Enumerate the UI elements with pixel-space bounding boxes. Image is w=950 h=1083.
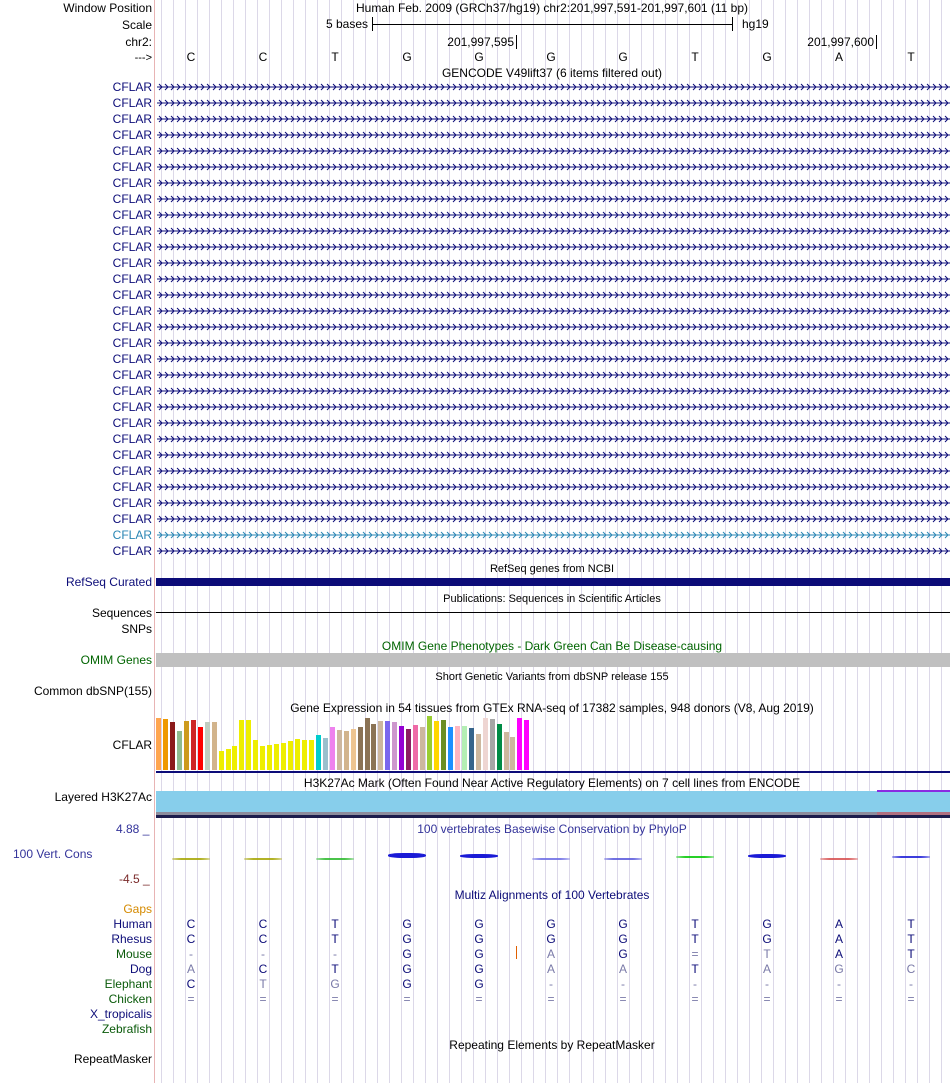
gencode-transcript-line[interactable] [0,211,950,219]
alignment-base: A [834,917,844,931]
phylop-score-mark[interactable] [604,858,642,860]
dbsnp-track-title: Short Genetic Variants from dbSNP release 155 [435,671,669,683]
alignment-base: = [619,992,627,1006]
gtex-tissue-bar[interactable] [517,718,522,770]
gencode-gene-label[interactable]: CFLAR [112,224,152,238]
phylop-score-mark[interactable] [316,858,354,860]
gtex-tissue-bar[interactable] [455,726,460,770]
gtex-tissue-bar[interactable] [163,719,168,770]
gencode-transcript-line[interactable] [0,115,950,123]
gtex-tissue-bar[interactable] [476,734,481,770]
alignment-base: - [261,947,265,961]
gtex-tissue-bar[interactable] [156,718,161,770]
gencode-gene-label[interactable]: CFLAR [112,528,152,542]
gtex-tissue-bar[interactable] [434,721,439,770]
species-label[interactable]: Human [113,917,152,931]
gtex-tissue-bar[interactable] [260,746,265,770]
gtex-tissue-bar[interactable] [205,722,210,770]
gtex-tissue-bar[interactable] [274,744,279,770]
alignment-base: T [259,977,267,991]
base-letter: G [618,50,628,64]
gencode-transcript-line[interactable] [0,547,950,555]
gtex-tissue-bar[interactable] [413,725,418,770]
phylop-track-label[interactable]: 100 Vert. Cons [13,847,93,861]
alignment-base: - [693,977,697,991]
gencode-gene-label[interactable]: CFLAR [112,112,152,126]
gtex-tissue-bar[interactable] [371,724,376,770]
gtex-tissue-bar[interactable] [344,731,349,770]
snps-label[interactable]: SNPs [121,622,152,636]
species-label[interactable]: Elephant [104,977,152,991]
refseq-gene-bar[interactable] [156,578,950,586]
alignment-base: G [402,917,412,931]
alignment-base: G [618,947,628,961]
gtex-tissue-bar[interactable] [510,737,515,770]
alignment-base: G [762,932,772,946]
alignment-base: = [475,992,483,1006]
gencode-gene-label[interactable]: CFLAR [112,384,152,398]
gtex-tissue-bar[interactable] [392,722,397,770]
gencode-gene-label[interactable]: CFLAR [112,256,152,270]
alignment-base: T [763,947,771,961]
gencode-track-title: GENCODE V49lift37 (6 items filtered out) [441,66,663,80]
phylop-score-mark[interactable] [676,856,714,858]
alignment-base: G [402,947,412,961]
gencode-gene-label[interactable]: CFLAR [112,400,152,414]
phylop-track-title: 100 vertebrates Basewise Conservation by PhyloP [417,822,687,836]
alignment-base: C [906,962,916,976]
alignment-base: T [331,962,339,976]
alignment-base: T [907,917,915,931]
gtex-tissue-bar[interactable] [441,720,446,770]
gtex-tissue-bar[interactable] [170,722,175,770]
species-label[interactable]: Chicken [108,992,152,1006]
scale-bar [372,24,733,25]
gtex-tissue-bar[interactable] [288,741,293,770]
alignment-base: = [835,992,843,1006]
gtex-tissue-bar[interactable] [219,751,224,770]
gtex-tissue-bar[interactable] [337,730,342,770]
repeatmasker-label[interactable]: RepeatMasker [73,1052,152,1066]
gtex-tissue-bar[interactable] [483,718,488,770]
alignment-base: C [258,932,268,946]
gencode-gene-label[interactable]: CFLAR [112,352,152,366]
gencode-transcript-line[interactable] [0,131,950,139]
phylop-score-mark[interactable] [460,854,498,858]
alignment-base: C [186,932,196,946]
gtex-tissue-bar[interactable] [226,749,231,770]
gtex-tissue-bar[interactable] [246,720,251,770]
gencode-transcript-line[interactable] [0,195,950,203]
gtex-tissue-bar[interactable] [239,720,244,770]
gencode-gene-label[interactable]: CFLAR [112,272,152,286]
gencode-gene-label[interactable]: CFLAR [112,448,152,462]
alignment-base: - [333,947,337,961]
alignment-base: T [907,947,915,961]
gtex-tissue-bar[interactable] [448,727,453,770]
gtex-tissue-bar[interactable] [365,718,370,770]
gencode-gene-label[interactable]: CFLAR [112,288,152,302]
alignment-base: G [474,917,484,931]
species-label[interactable]: Dog [129,962,152,976]
alignment-base: G [402,962,412,976]
alignment-base: A [762,962,772,976]
alignment-base: G [474,932,484,946]
alignment-base: A [834,932,844,946]
gtex-tissue-bar[interactable] [232,746,237,770]
alignment-base: G [474,947,484,961]
phylop-score-mark[interactable] [892,856,930,858]
alignment-base: T [691,917,699,931]
gencode-gene-label[interactable]: CFLAR [112,176,152,190]
alignment-base: - [909,977,913,991]
gtex-tissue-bar[interactable] [399,726,404,770]
alignment-base: A [186,962,196,976]
coordinate-left: 201,997,595 [447,35,514,49]
base-letter: G [762,50,772,64]
phylop-score-mark[interactable] [748,854,786,858]
gtex-tissue-bar[interactable] [462,726,467,770]
chrom-label: chr2: [125,35,152,49]
gencode-transcript-line[interactable] [0,179,950,187]
gtex-tissue-bar[interactable] [490,719,495,770]
coordinate-right-tick [876,35,877,49]
gencode-transcript-line[interactable] [0,499,950,507]
h3k27ac-track-title: H3K27Ac Mark (Often Found Near Active Regulatory Elements) on 7 cell lines from ENCODE [303,776,801,790]
base-letter: G [474,50,484,64]
gencode-gene-label[interactable]: CFLAR [112,304,152,318]
gencode-gene-label[interactable]: CFLAR [112,96,152,110]
refseq-track-title: RefSeq genes from NCBI [489,563,615,575]
alignment-base: T [907,932,915,946]
gencode-transcript-line[interactable] [0,163,950,171]
base-letter: T [691,50,699,64]
gencode-gene-label[interactable]: CFLAR [112,80,152,94]
gtex-tissue-bar[interactable] [184,721,189,770]
sequences-line [156,612,950,613]
gencode-transcript-line[interactable] [0,371,950,379]
h3k27ac-base-layer [156,815,950,818]
gencode-gene-label[interactable]: CFLAR [112,464,152,478]
alignment-base: G [618,932,628,946]
gencode-transcript-line[interactable] [0,355,950,363]
alignment-base: G [546,917,556,931]
phylop-min-label: -4.5 _ [119,872,150,886]
alignment-base: = [331,992,339,1006]
gencode-transcript-line[interactable] [0,419,950,427]
phylop-score-mark[interactable] [820,858,858,860]
species-label[interactable]: Mouse [115,947,152,961]
gencode-transcript-line[interactable] [0,259,950,267]
coordinate-left-tick [516,35,517,49]
scale-bar-right-tick [732,17,733,31]
alignment-base: C [258,962,268,976]
alignment-base: G [834,962,844,976]
alignment-base: T [691,962,699,976]
omim-genes-label[interactable]: OMIM Genes [80,653,152,667]
gencode-transcript-line[interactable] [0,451,950,459]
gencode-gene-label[interactable]: CFLAR [112,336,152,350]
alignment-base: G [474,977,484,991]
alignment-base: = [763,992,771,1006]
gtex-tissue-bar[interactable] [385,721,390,770]
scale-label: Scale [121,18,152,32]
phylop-max-label: 4.88 _ [116,822,150,836]
base-letter: A [834,50,844,64]
gencode-gene-label[interactable]: CFLAR [112,192,152,206]
gtex-tissue-bar[interactable] [316,735,321,770]
position-title: Human Feb. 2009 (GRCh37/hg19) chr2:201,997,591-201,997,601 (11 bp) [355,1,749,15]
gencode-gene-label[interactable]: CFLAR [112,144,152,158]
gencode-gene-label[interactable]: CFLAR [112,160,152,174]
gtex-tissue-bar[interactable] [253,740,258,770]
gencode-transcript-line[interactable] [0,323,950,331]
alignment-base: = [691,992,699,1006]
gtex-tissue-bar[interactable] [406,729,411,770]
base-letter: C [258,50,268,64]
base-letter: G [546,50,556,64]
base-letter: G [402,50,412,64]
base-letter: T [907,50,915,64]
gencode-gene-label[interactable]: CFLAR [112,416,152,430]
alignment-base: G [618,917,628,931]
alignment-base: - [837,977,841,991]
multiz-track-title: Multiz Alignments of 100 Vertebrates [454,888,650,902]
scale-bar-left-tick [372,17,373,31]
alignment-base: T [331,932,339,946]
gtex-tissue-bar[interactable] [212,722,217,770]
gtex-tissue-bar[interactable] [177,731,182,770]
alignment-base: = [907,992,915,1006]
gtex-tissue-bar[interactable] [309,740,314,770]
gencode-transcript-line[interactable] [0,307,950,315]
phylop-score-mark[interactable] [244,858,282,860]
common-dbsnp-label[interactable]: Common dbSNP(155) [33,684,152,698]
gtex-tissue-bar[interactable] [469,728,474,770]
strand-label[interactable]: ---> [134,52,152,64]
base-letter: T [331,50,339,64]
alignment-base: G [402,977,412,991]
gtex-tissue-bar[interactable] [330,727,335,770]
omim-gene-bar[interactable] [156,653,950,667]
gencode-transcript-line[interactable] [0,243,950,251]
alignment-base: A [618,962,628,976]
gencode-transcript-line[interactable] [0,339,950,347]
species-label[interactable]: X_tropicalis [89,1007,152,1021]
gtex-tissue-bar[interactable] [358,727,363,770]
gencode-transcript-line[interactable] [0,387,950,395]
gencode-transcript-line[interactable] [0,147,950,155]
gencode-transcript-line[interactable] [0,291,950,299]
alignment-base: T [691,932,699,946]
alignment-base: A [546,947,556,961]
species-label[interactable]: Rhesus [111,932,152,946]
publications-track-title: Publications: Sequences in Scientific Articles [443,593,661,605]
alignment-base: - [621,977,625,991]
alignment-base: - [765,977,769,991]
gtex-tissue-bar[interactable] [524,720,529,770]
gencode-transcript-line[interactable] [0,435,950,443]
gencode-gene-label[interactable]: CFLAR [112,208,152,222]
coordinate-right: 201,997,600 [807,35,874,49]
alignment-base: G [762,917,772,931]
gtex-tissue-bar[interactable] [378,721,383,770]
gencode-transcript-line[interactable] [0,467,950,475]
alignment-base: G [546,932,556,946]
base-letter: C [186,50,196,64]
sequences-label[interactable]: Sequences [91,606,152,620]
alignment-base: G [474,962,484,976]
gtex-tissue-bar[interactable] [198,727,203,770]
gencode-gene-label[interactable]: CFLAR [112,544,152,558]
gtex-baseline [156,771,950,773]
gencode-transcript-line[interactable] [0,275,950,283]
scale-text: 5 bases [325,17,368,31]
alignment-base: A [546,962,556,976]
alignment-base: - [549,977,553,991]
gencode-transcript-line[interactable] [0,531,950,539]
alignment-base: C [186,917,196,931]
mouse-insertion-marker [516,946,517,959]
gtex-tissue-bar[interactable] [267,745,272,770]
alignment-base: C [186,977,196,991]
alignment-base: = [691,947,699,961]
alignment-base: = [403,992,411,1006]
gencode-gene-label[interactable]: CFLAR [112,432,152,446]
alignment-base: G [330,977,340,991]
gencode-gene-label[interactable]: CFLAR [112,320,152,334]
layered-h3k27ac-label[interactable]: Layered H3K27Ac [54,790,152,804]
gencode-transcript-line[interactable] [0,83,950,91]
species-label[interactable]: Zebrafish [101,1022,152,1036]
gtex-tissue-bar[interactable] [191,720,196,770]
gtex-gene-label[interactable]: CFLAR [112,738,152,752]
gencode-gene-label[interactable]: CFLAR [112,368,152,382]
h3k27ac-signal[interactable] [156,791,950,812]
gencode-gene-label[interactable]: CFLAR [112,496,152,510]
gencode-gene-label[interactable]: CFLAR [112,128,152,142]
gtex-tissue-bar[interactable] [427,716,432,770]
gtex-tissue-bar[interactable] [295,739,300,770]
alignment-base: = [259,992,267,1006]
gencode-transcript-line[interactable] [0,403,950,411]
gtex-tissue-bar[interactable] [497,724,502,770]
omim-track-title: OMIM Gene Phenotypes - Dark Green Can Be Disease-causing [381,639,723,653]
gtex-tissue-bar[interactable] [302,740,307,770]
gaps-label[interactable]: Gaps [123,902,152,916]
alignment-base: A [834,947,844,961]
gencode-gene-label[interactable]: CFLAR [112,512,152,526]
phylop-score-mark[interactable] [172,858,210,860]
alignment-base: - [189,947,193,961]
phylop-score-mark[interactable] [532,858,570,860]
refseq-curated-label[interactable]: RefSeq Curated [65,575,152,589]
alignment-base: T [331,917,339,931]
alignment-base: = [187,992,195,1006]
gtex-track-title: Gene Expression in 54 tissues from GTEx RNA-seq of 17382 samples, 948 donors (V8, Aug 2019) [290,701,814,715]
gtex-tissue-bar[interactable] [281,743,286,770]
gtex-tissue-bar[interactable] [420,727,425,770]
gencode-transcript-line[interactable] [0,99,950,107]
assembly-label: hg19 [742,17,769,31]
gencode-transcript-line[interactable] [0,483,950,491]
repeatmasker-track-title: Repeating Elements by RepeatMasker [449,1038,655,1052]
window-position-label: Window Position [63,1,152,15]
h3k27ac-peak-marker [877,790,950,792]
gtex-tissue-bar[interactable] [504,732,509,770]
gtex-tissue-bar[interactable] [323,738,328,770]
alignment-base: C [258,917,268,931]
gencode-transcript-line[interactable] [0,515,950,523]
gencode-gene-label[interactable]: CFLAR [112,240,152,254]
gtex-tissue-bar[interactable] [351,729,356,770]
phylop-score-mark[interactable] [388,853,426,858]
gencode-transcript-line[interactable] [0,227,950,235]
gencode-gene-label[interactable]: CFLAR [112,480,152,494]
alignment-base: G [402,932,412,946]
alignment-base: = [547,992,555,1006]
